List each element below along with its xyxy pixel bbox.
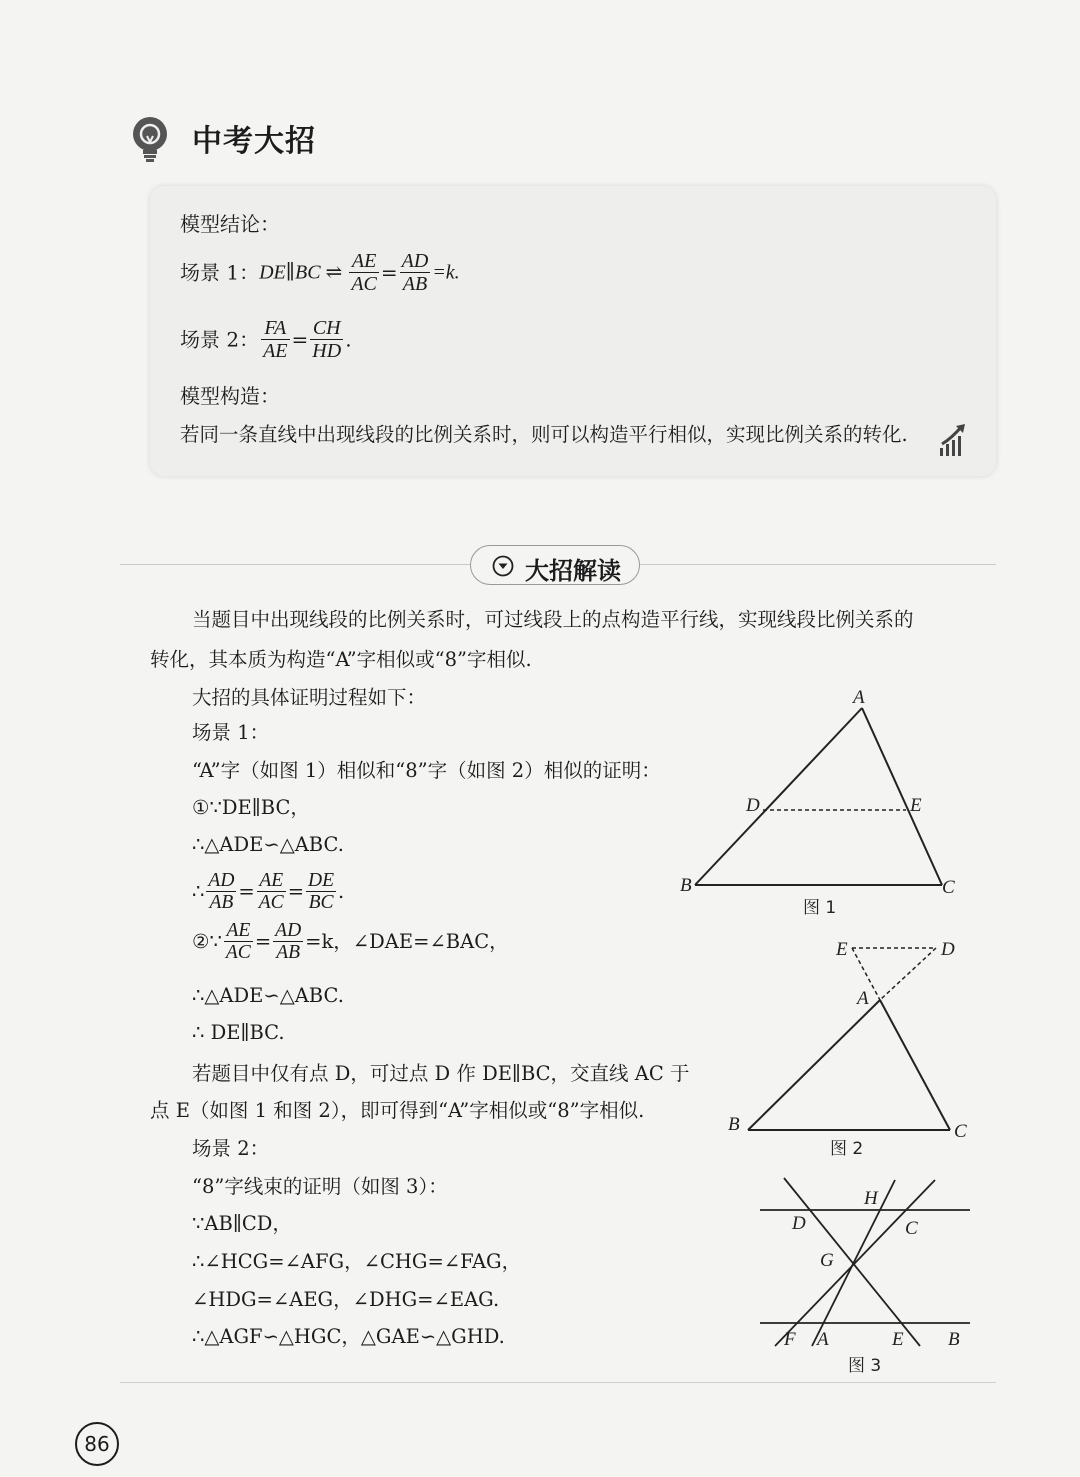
scene2-desc: “8”字线束的证明（如图 3）：: [192, 1175, 448, 1198]
proof-step-2b: ∴△ADE∽△ABC.: [192, 984, 344, 1007]
fig2-label-e: E: [836, 939, 848, 960]
fig3-label-b: B: [948, 1329, 960, 1350]
scene1-desc: “A”字（如图 1）相似和“8”字（如图 2）相似的证明：: [192, 759, 661, 782]
fig3-label-e: E: [892, 1329, 904, 1350]
fig3-label-h: H: [864, 1188, 878, 1209]
model-construct-text: 若同一条直线中出现线段的比例关系时，则可以构造平行相似，实现比例关系的转化.: [180, 423, 908, 446]
fig3-line-fh: [775, 1180, 935, 1346]
fig1-caption: 图 1: [803, 898, 837, 918]
fig3-label-d: D: [792, 1213, 806, 1234]
fig1-side-ab: [695, 708, 862, 885]
paragraph-3b: 点 E（如图 1 和图 2），即可得到“A”字相似或“8”字相似.: [150, 1099, 645, 1122]
fig3-caption: 图 3: [848, 1356, 882, 1376]
fig3-line-de: [784, 1178, 920, 1346]
fig1-label-e: E: [910, 795, 922, 816]
paragraph-1a: 当题目中出现线段的比例关系时，可过线段上的点构造平行线，实现线段比例关系的: [192, 608, 914, 631]
fig1-label-d: D: [746, 795, 760, 816]
fig3-label-g: G: [820, 1250, 834, 1271]
fig1-label-b: B: [680, 875, 692, 896]
scene2-step-2: ∴∠HCG=∠AFG，∠CHG=∠FAG，: [192, 1250, 522, 1273]
fig2-segment-da: [880, 948, 936, 1000]
lightbulb-icon: [130, 116, 170, 164]
growth-arrow-icon: [938, 422, 968, 458]
scene2-step-3: ∠HDG=∠AEG，∠DHG=∠EAG.: [192, 1288, 500, 1311]
scene2-label: 场景 2：: [192, 1137, 270, 1160]
fig2-label-c: C: [954, 1121, 967, 1142]
scene1-formula: 场景 1：DE∥BC ⇌ $\frac{AE}{AC}$ = $\frac{AD}{AB}$ =k.: [180, 250, 460, 295]
fig1-label-c: C: [942, 877, 955, 898]
fig1-label-a: A: [853, 687, 865, 708]
proof-step-2c: ∴ DE∥BC.: [192, 1021, 285, 1044]
proof-step-1b: ∴△ADE∽△ABC.: [192, 833, 344, 856]
fig1-side-ac: [862, 708, 942, 885]
proof-step-1: ①∵DE∥BC，: [192, 796, 310, 819]
page-number: 86: [75, 1422, 119, 1466]
fig2-label-a: A: [857, 988, 869, 1009]
fig3-label-f: F: [784, 1329, 796, 1350]
model-conclusion-label: 模型结论：: [180, 212, 280, 236]
fig2-side-ac: [880, 1000, 950, 1130]
proof-ratio-line: ∴ $\frac{AD}{AB}$ = $\frac{AE}{AC}$ = $\frac{DE}{BC}$ .: [192, 870, 345, 914]
scene2-step-4: ∴△AGF∽△HGC，△GAE∽△GHD.: [192, 1325, 505, 1348]
scene1-label: 场景 1：: [192, 721, 270, 744]
scene2-step-1: ∵AB∥CD，: [192, 1212, 292, 1235]
paragraph-2: 大招的具体证明过程如下：: [192, 686, 427, 709]
fig2-caption: 图 2: [830, 1139, 864, 1159]
section-header-title: 中考大招: [192, 124, 316, 159]
paragraph-3a: 若题目中仅有点 D，可过点 D 作 DE∥BC，交直线 AC 于: [192, 1062, 690, 1085]
footer-divider: [120, 1382, 996, 1383]
figure-2: [720, 930, 980, 1165]
fig2-side-ab: [748, 1000, 880, 1130]
paragraph-1b: 转化，其本质为构造“A”字相似或“8”字相似.: [150, 648, 532, 671]
proof-step-2: ②∵ $\frac{AE}{AC}$ = $\frac{AD}{AB}$ =k，∠DAE=∠BAC，: [192, 920, 509, 964]
fig2-label-b: B: [728, 1114, 740, 1135]
scene2-formula: 场景 2： $\frac{FA}{AE}$ = $\frac{CH}{HD}$ .: [180, 317, 352, 362]
fig3-label-c: C: [905, 1218, 918, 1239]
figure-1: [670, 680, 970, 920]
chevron-down-icon: [492, 555, 514, 577]
section-title: 大招解读: [525, 557, 621, 585]
model-construct-label: 模型构造：: [180, 384, 280, 408]
figure-3: [750, 1170, 980, 1380]
fig2-label-d: D: [941, 939, 955, 960]
fig3-label-a: A: [817, 1329, 829, 1350]
